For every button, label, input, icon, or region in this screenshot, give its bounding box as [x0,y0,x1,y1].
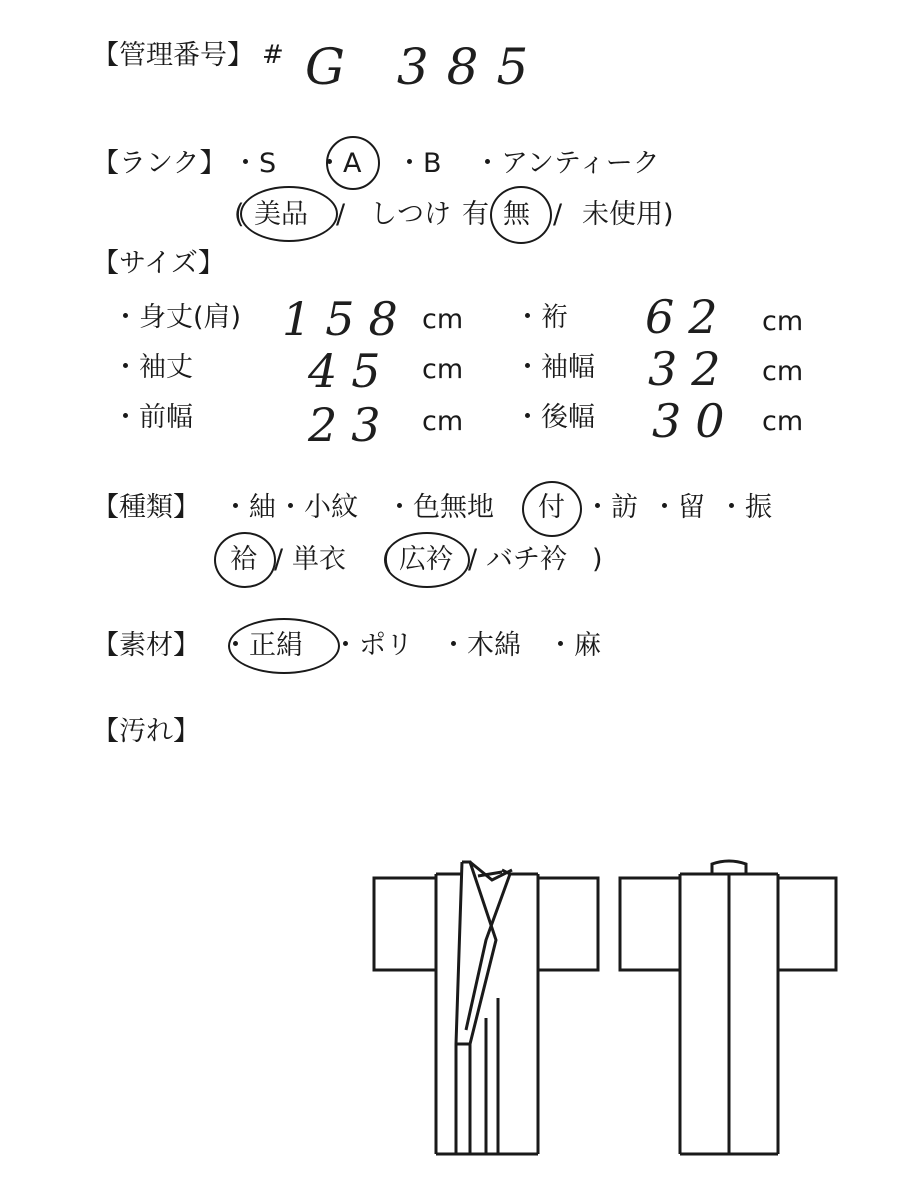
size-row3-right-label: ・後幅 [514,402,595,433]
size-row2-left-unit: cm [422,354,464,385]
material-asa: ・麻 [547,630,601,661]
rank-option-a: A [343,148,362,179]
kind-iromuji: ・色無地 [386,492,494,523]
kind-sep2: / [468,544,478,575]
size-row1-right-label: ・裄 [514,302,568,333]
condition-bihin: 美品 [254,199,308,230]
rank-dot-a: ・ [316,148,343,179]
size-row3-left-label: ・前幅 [112,402,193,433]
kind-tsumugi: ・紬 [222,492,276,523]
size-row1-right-unit: cm [762,306,804,337]
kind-komon: ・小紋 [277,492,358,523]
material-label: 【素材】 [92,630,200,661]
kind-houmongi: ・訪 [584,492,638,523]
size-label: 【サイズ】 [92,248,225,279]
rank-option-antique: ・アンティーク [474,148,660,179]
control-number-handwritten: G 385 [305,38,547,96]
size-row2-right-label: ・袖幅 [514,352,595,383]
rank-label: 【ランク】 [92,148,227,179]
condition-sep2: / [553,199,563,230]
kind-tomesode: ・留 [651,492,705,523]
material-momen: ・木綿 [440,630,521,661]
size-row1-right-value: 62 [645,290,732,344]
size-row3-right-value: 30 [652,394,739,448]
stain-label: 【汚れ】 [92,716,200,747]
kind-bachieri: バチ衿 [486,544,567,575]
size-row3-right-unit: cm [762,406,804,437]
condition-mishiyo: 未使用) [582,199,674,230]
kind-close-paren: ) [592,544,603,575]
condition-sep1: / [336,199,346,230]
kimono-front-outline [374,862,598,1154]
size-row1-left-label: ・身丈(肩) [112,302,242,333]
control-number-label: 【管理番号】 [92,40,254,71]
size-row1-left-unit: cm [422,304,464,335]
kind-tsukesage: 付 [538,492,565,523]
kind-furisode: ・振 [718,492,772,523]
condition-open-paren: ( [234,199,245,230]
rank-option-b: ・B [396,148,442,179]
kind-label: 【種類】 [92,492,200,523]
size-row2-right-value: 32 [648,342,735,396]
size-row2-right-unit: cm [762,356,804,387]
material-poly: ・ポリ [332,630,413,661]
rank-option-s: ・S [232,148,277,179]
hash-symbol: # [262,40,284,70]
size-row2-left-value: 45 [308,344,395,398]
material-shouken: ・正絹 [222,630,303,661]
size-row3-left-unit: cm [422,406,464,437]
kimono-back-outline [620,861,836,1154]
kind-hitoe: 単衣 [292,544,346,575]
condition-nashi: 無 [503,199,530,230]
kind-open-paren: ( [382,544,393,575]
kind-hiroeri: 広衿 [399,544,453,575]
size-row2-left-label: ・袖丈 [112,352,193,383]
size-row1-left-value: 158 [282,292,412,346]
size-row3-left-value: 23 [308,398,395,452]
condition-shitsuke: しつけ [370,199,451,230]
condition-ari: 有 [462,199,489,230]
kind-awase: 袷 [230,544,257,575]
kind-sep1: / [274,544,284,575]
